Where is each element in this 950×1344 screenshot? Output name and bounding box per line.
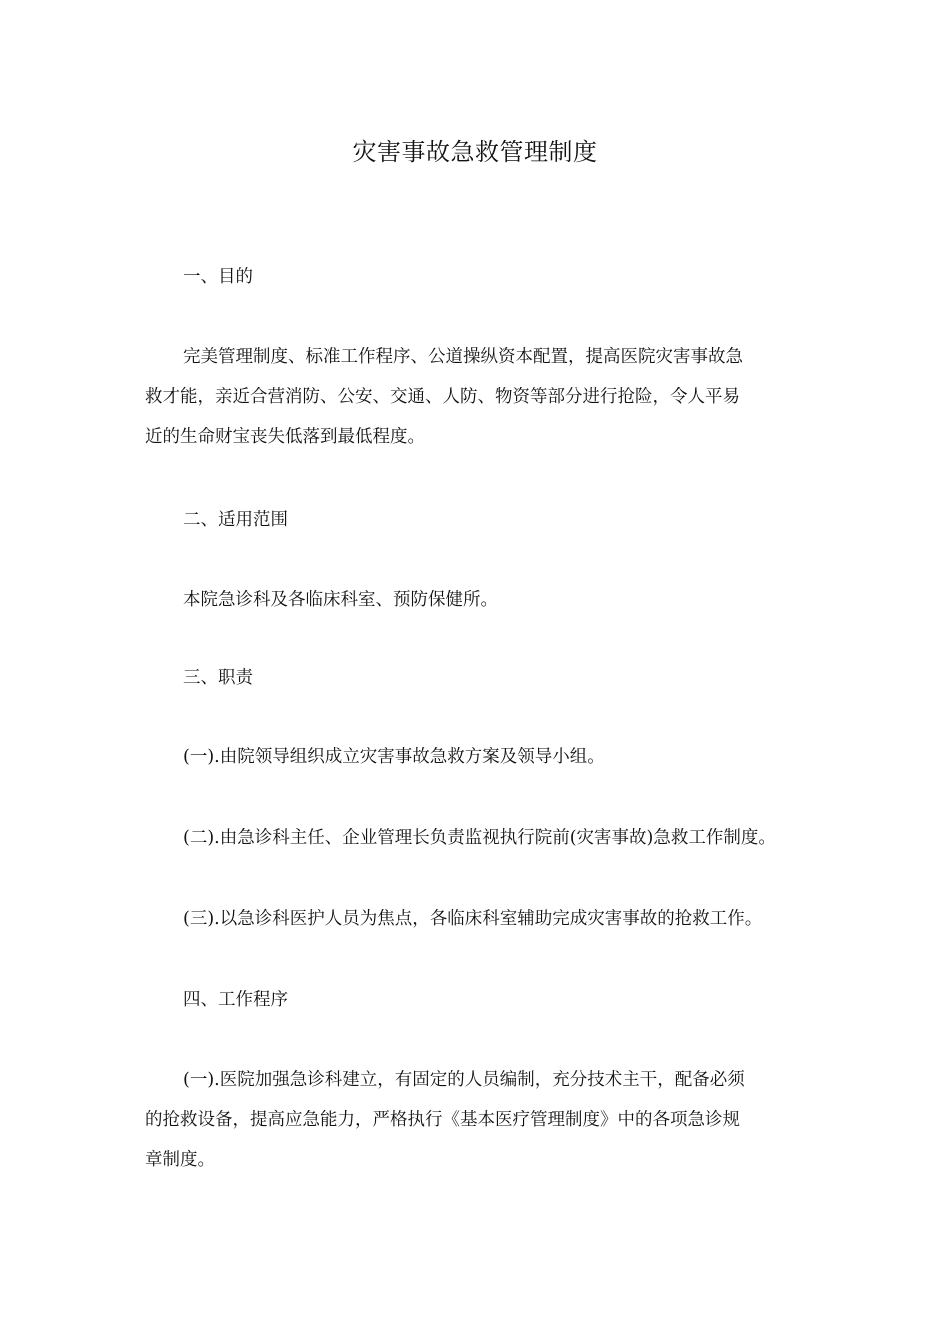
list-item: (二).由急诊科主任、企业管理长负责监视执行院前(灾害事故)急救工作制度。 xyxy=(183,828,776,848)
section-heading-responsibilities: 三、职责 xyxy=(183,668,253,688)
section-heading-procedure: 四、工作程序 xyxy=(183,990,288,1010)
list-item: (一).由院领导组织成立灾害事故急救方案及领导小组。 xyxy=(183,747,605,767)
paragraph-line: 近的生命财宝丧失低落到最低程度。 xyxy=(145,427,425,447)
paragraph-line: 章制度。 xyxy=(145,1150,215,1170)
paragraph-line: 完美管理制度、标准工作程序、公道操纵资本配置，提高医院灾害事故急 xyxy=(183,347,743,367)
document-title: 灾害事故急救管理制度 xyxy=(352,138,598,166)
paragraph-line: 本院急诊科及各临床科室、预防保健所。 xyxy=(183,590,498,610)
section-heading-purpose: 一、目的 xyxy=(183,267,253,287)
paragraph-line: 救才能，亲近合营消防、公安、交通、人防、物资等部分进行抢险，令人平易 xyxy=(145,387,740,407)
section-heading-scope: 二、适用范围 xyxy=(183,510,288,530)
paragraph-line: (一).医院加强急诊科建立，有固定的人员编制，充分技术主干，配备必须 xyxy=(183,1070,745,1090)
list-item: (三).以急诊科医护人员为焦点，各临床科室辅助完成灾害事故的抢救工作。 xyxy=(183,909,763,929)
paragraph-line: 的抢救设备，提高应急能力，严格执行《基本医疗管理制度》中的各项急诊规 xyxy=(145,1110,740,1130)
